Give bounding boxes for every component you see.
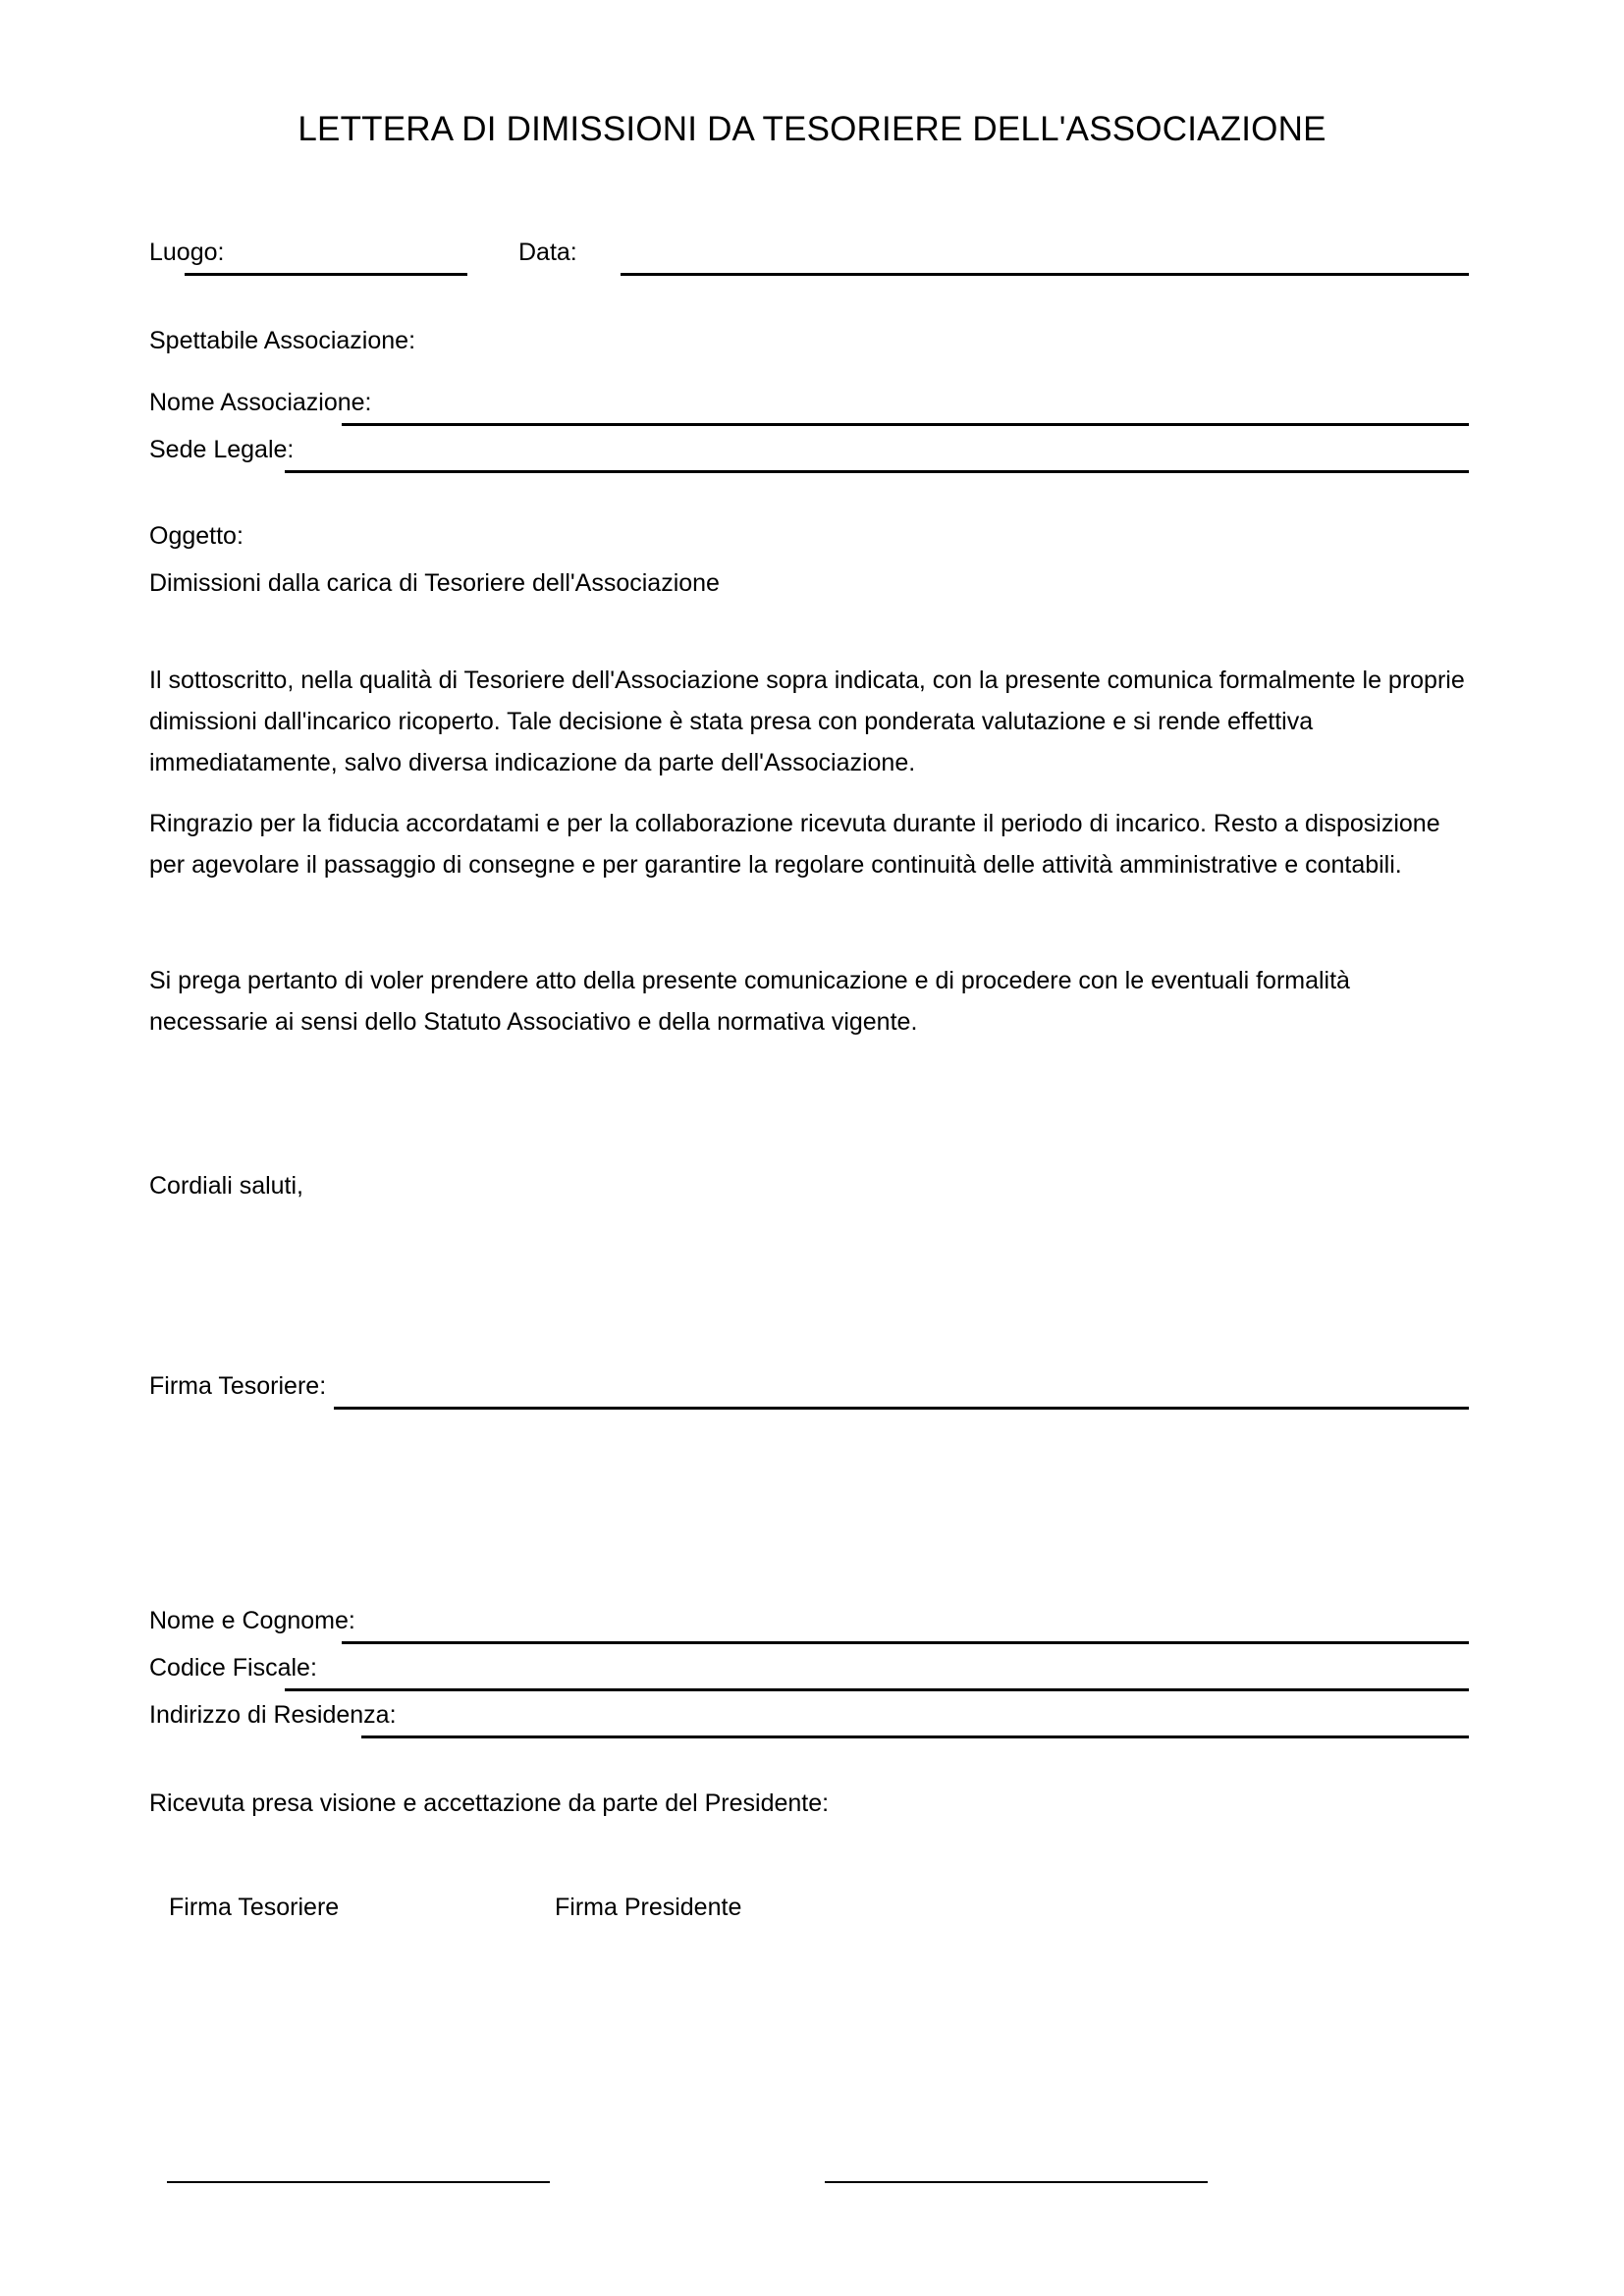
association-name-input[interactable] — [348, 391, 1457, 418]
address-label: Indirizzo di Residenza: — [149, 1701, 397, 1729]
subject-text: Dimissioni dalla carica di Tesoriere dell'Associazione — [149, 569, 720, 597]
closing-salutation: Cordiali saluti, — [149, 1172, 304, 1200]
legal-seat-input[interactable] — [291, 438, 1459, 465]
treasurer-signature-label: Firma Tesoriere: — [149, 1372, 327, 1400]
president-signature-bottom-rule[interactable] — [825, 2181, 1208, 2183]
association-name-rule[interactable] — [342, 423, 1469, 426]
legal-seat-rule[interactable] — [285, 470, 1469, 473]
tax-code-input[interactable] — [291, 1656, 1459, 1683]
body-paragraph-1: Il sottoscritto, nella qualità di Tesoriere dell'Associazione sopra indicata, con la presente comunica formalmente le proprie dimissioni dall'incarico ricoperto. Tale decisione è stata presa con ponderata valutazione e si rende effettiva immediatamente, salvo diversa indicazione da parte dell'Associazione. — [149, 667, 1465, 776]
address-rule[interactable] — [361, 1735, 1469, 1738]
date-label: Data: — [518, 239, 577, 266]
treasurer-signature-bottom-rule[interactable] — [167, 2181, 550, 2183]
date-rule[interactable] — [621, 273, 1469, 276]
page-title: LETTERA DI DIMISSIONI DA TESORIERE DELL'ASSOCIAZIONE — [298, 110, 1326, 148]
full-name-rule[interactable] — [342, 1641, 1469, 1644]
place-label: Luogo: — [149, 239, 225, 266]
body-paragraph-2: Ringrazio per la fiducia accordatami e per la collaborazione ricevuta durante il periodo di incarico. Resto a disposizione per agevolare il passaggio di consegne e per garantire la regolare continuità delle attività amministrative e contabili. — [149, 810, 1440, 879]
acknowledgement-text: Ricevuta presa visione e accettazione da parte del Presidente: — [149, 1789, 830, 1817]
association-name-label: Nome Associazione: — [149, 389, 372, 416]
body-paragraph-3: Si prega pertanto di voler prendere atto della presente comunicazione e di procedere con le eventuali formalità necessarie ai sensi dello Statuto Associativo e della normativa vigente. — [149, 967, 1350, 1036]
tax-code-rule[interactable] — [285, 1688, 1469, 1691]
treasurer-signature-input[interactable] — [340, 1374, 1459, 1402]
recipient-heading: Spettabile Associazione: — [149, 327, 416, 354]
full-name-input[interactable] — [348, 1609, 1457, 1636]
treasurer-signature-rule[interactable] — [334, 1407, 1469, 1410]
place-rule[interactable] — [185, 273, 467, 276]
full-name-label: Nome e Cognome: — [149, 1607, 355, 1634]
subject-label: Oggetto: — [149, 522, 244, 550]
address-input[interactable] — [367, 1703, 1459, 1731]
tax-code-label: Codice Fiscale: — [149, 1654, 317, 1682]
treasurer-signature-caption: Firma Tesoriere — [169, 1894, 340, 1921]
date-input[interactable] — [624, 240, 978, 268]
legal-seat-label: Sede Legale: — [149, 436, 295, 463]
president-signature-caption: Firma Presidente — [555, 1894, 742, 1921]
place-input[interactable] — [189, 240, 463, 268]
